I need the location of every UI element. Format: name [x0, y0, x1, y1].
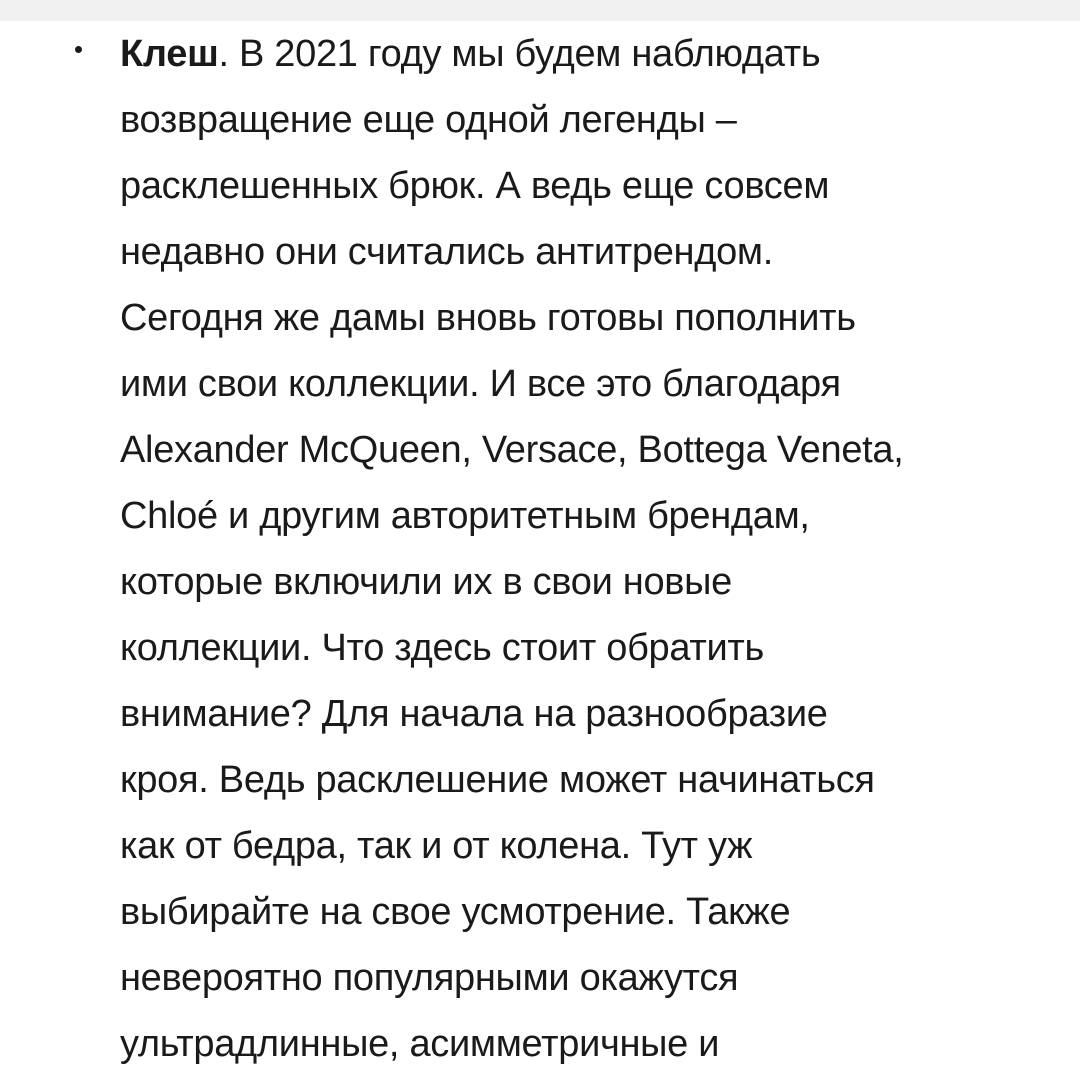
article-paragraph: [120, 21, 1040, 1077]
paragraph-line: ими свои коллекции. И все это благодаря: [120, 363, 841, 405]
paragraph-line: коллекции. Что здесь стоит обратить: [120, 627, 764, 669]
paragraph-line: невероятно популярными окажутся: [120, 957, 739, 999]
line-text: . В 2021 году мы будем наблюдать: [218, 33, 821, 75]
paragraph-line: которые включили их в свои новые: [120, 561, 733, 603]
paragraph-line: как от бедра, так и от колена. Тут уж: [120, 825, 753, 867]
paragraph-line: возвращение еще одной легенды –: [120, 99, 737, 141]
paragraph-line: Chloé и другим авторитетным брендам,: [120, 495, 810, 537]
paragraph-line: внимание? Для начала на разнообразие: [120, 693, 828, 735]
bullet-icon: [75, 46, 82, 53]
paragraph-line: кроя. Ведь расклешение может начинаться: [120, 759, 875, 801]
paragraph-line: Alexander McQueen, Versace, Bottega Veneta,: [120, 429, 904, 471]
paragraph-line: Сегодня же дамы вновь готовы пополнить: [120, 297, 856, 339]
paragraph-line: ультрадлинные, асимметричные и: [120, 1023, 720, 1065]
term-heading: Клеш: [120, 33, 219, 75]
paragraph-line: [120, 21, 1040, 87]
top-strip: [0, 0, 1080, 21]
paragraph-line: недавно они считались антитрендом.: [120, 231, 774, 273]
paragraph-line: расклешенных брюк. А ведь еще совсем: [120, 165, 830, 207]
paragraph-line: выбирайте на свое усмотрение. Также: [120, 891, 791, 933]
